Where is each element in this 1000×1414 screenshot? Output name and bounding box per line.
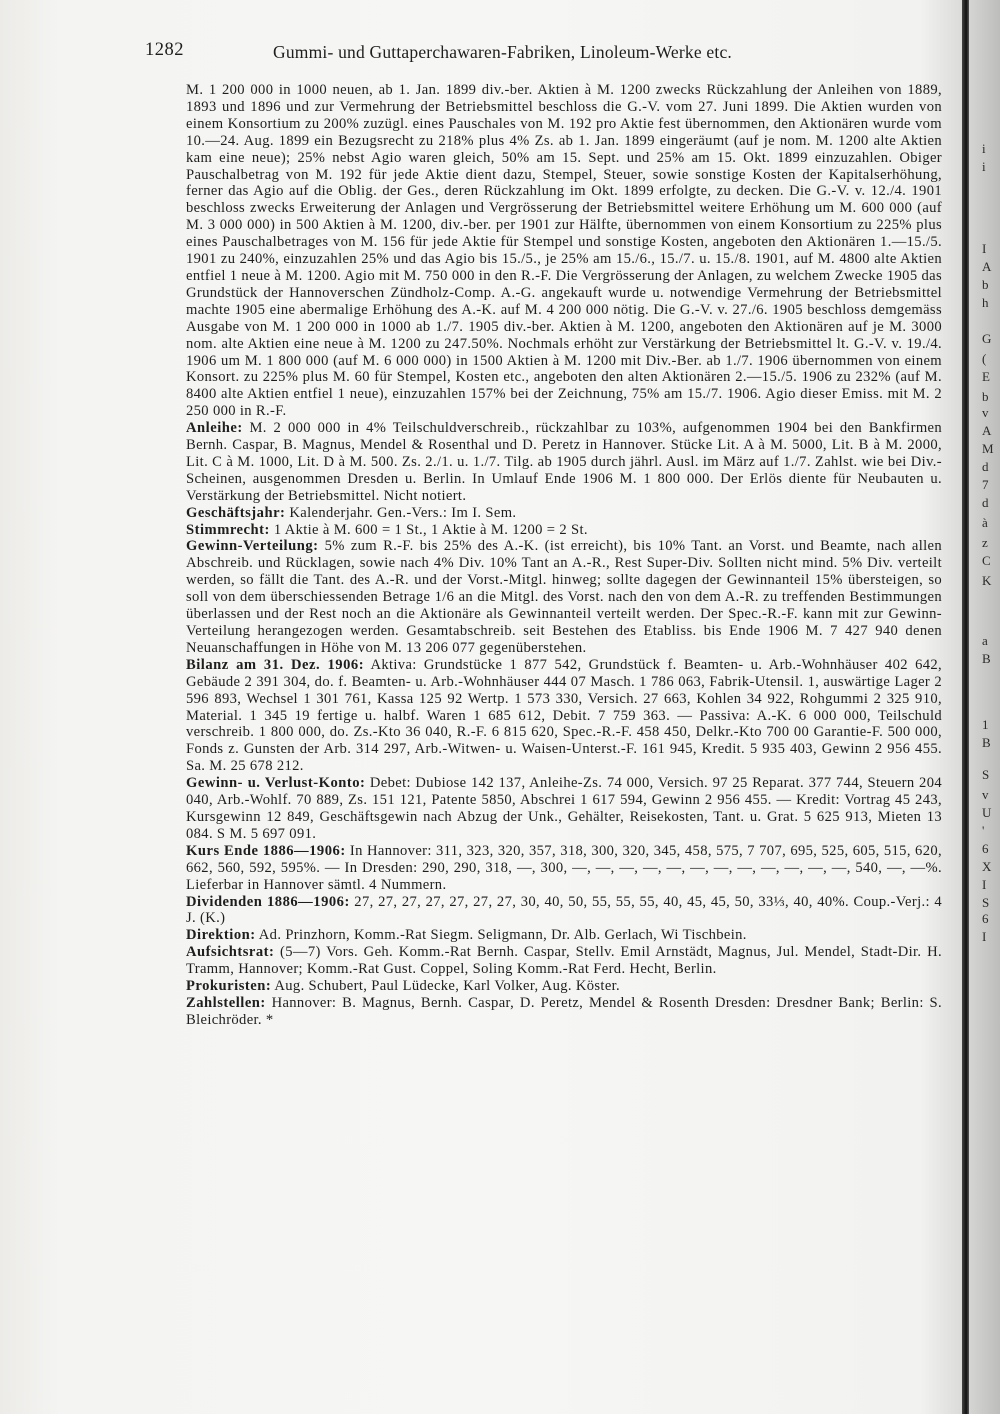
edge-fragment: v: [982, 405, 989, 420]
edge-fragment: I: [982, 929, 987, 944]
paragraph-anleihe: [186, 420, 942, 505]
paragraph-geschaeftsjahr: [186, 505, 942, 522]
edge-fragment: B: [982, 735, 991, 750]
edge-fragment: K: [982, 573, 992, 588]
edge-fragment: à: [982, 515, 988, 530]
paragraph-dividenden: [186, 894, 942, 928]
paragraph-label: Prokuristen:: [186, 978, 272, 995]
paragraph-text: In Hannover: 311, 323, 320, 357, 318, 300, 320, 345, 458, 575, 7 707, 695, 525, 605, 515, 620, 662, 560, 592, 595%. — In Dresden: 290, 290, 318, —, 300, —, —, —, —, —, —, —, —, —, —, —, —, 540, —, —%. Lieferbar in Hannover sämtl. 4 Nummern.: [186, 842, 942, 893]
paragraph-label: Bilanz am 31. Dez. 1906:: [186, 656, 365, 673]
paragraph-stimmrecht: [186, 522, 942, 539]
edge-fragment: ': [982, 823, 985, 838]
paragraph-text: Aktiva: Grundstücke 1 877 542, Grundstück f. Beamten- u. Arb.-Wohnhäuser 402 642, Gebäude 2 391 304, do. f. Beamten- u. Arb.-Wohnhäuser 444 07 Masch. 1 786 063, Fabrik-Utensil. 1, auswärtige Lager 2 596 893, Wechsel 1 301 761, Kassa 125 92 Wertp. 1 573 330, Versich. 27 663, Kohlen 34 922, Rohgummi 2 325 910, Material. 1 345 19 fertige u. halbf. Waren 1 685 612, Debit. 7 759 363. — Passiva: A.-K. 6 000 000, Teilschuld verschreib. 1 800 000, do. Zs.-Kto 36 040, R.-F. 6 815 620, Spec.-R.-F. 458 450, Delkr.-Kto 700 00 Garantie-F. 500 000, Fonds z. Gunsten der Arb. 314 297, Arb.-Witwen- u. Waisen-Unterst.-F. 161 945, Kredit. 5 935 403, Gewinn 2 956 455. Sa. M. 25 678 212.: [186, 656, 943, 775]
edge-fragment: i: [982, 141, 986, 156]
paragraph-prokuristen: [186, 978, 942, 995]
edge-fragment: A: [982, 259, 992, 274]
edge-fragment: a: [982, 633, 988, 648]
paragraph-bilanz: [186, 657, 942, 775]
page-number: 1282: [145, 40, 184, 60]
paragraph-text: Hannover: B. Magnus, Bernh. Caspar, D. Peretz, Mendel & Rosenth Dresden: Dresdner Bank; Berlin: S. Bleichröder. *: [186, 994, 942, 1028]
adjacent-page-edge: [976, 0, 1000, 1414]
edge-fragment: h: [982, 295, 989, 310]
edge-fragment: b: [982, 277, 989, 292]
edge-fragment: U: [982, 805, 992, 820]
edge-fragment: I: [982, 241, 987, 256]
paragraph-label: Gewinn-Verteilung:: [186, 538, 319, 555]
paragraph-label: Geschäftsjahr:: [186, 504, 286, 521]
edge-fragment: (: [982, 351, 987, 366]
paragraph-text: Aug. Schubert, Paul Lüdecke, Karl Volker, Aug. Köster.: [271, 978, 621, 995]
edge-fragment: G: [982, 331, 992, 346]
paragraph-text: M. 2 000 000 in 4% Teilschuldverschreib., rückzahlbar zu 103%, aufgenommen 1904 bei den Bankfirmen Bernh. Caspar, B. Magnus, Mendel & Rosenthal und D. Peretz in Hannover. Stücke Lit. A à M. 5000, Lit. B à M. 2000, Lit. C à M. 1000, Lit. D à M. 500. Zs. 2./1. u. 1./7. Tilg. ab 1905 durch jährl. Ausl. im März auf 1./7. Zahlst. wie bei Div.-Scheinen, ausgenommen Dresden u. Berlin. In Umlauf Ende 1906 M. 1 800 000. Der Erlös diente für Neubauten u. Verstärkung der Betriebsmittel. Nicht notiert.: [186, 420, 942, 504]
binding-gutter: [962, 0, 969, 1414]
edge-fragment: 6: [982, 841, 989, 856]
edge-fragment: S: [982, 767, 990, 782]
paragraph-gewinn-verteilung: [186, 538, 942, 656]
paragraph-text: 5% zum R.-F. bis 25% des A.-K. (ist erreicht), bis 10% Tant. an Vorst. und Beamte, nach allen Abschreib. und Rücklagen, sowie nach 4% Div. 10% Tant an A.-R., Rest Super-Div. Sollten nicht mind. 5% Div. verteilt werden, so fällt die Tant. des A.-R. und der Vorst.-Mitgl. hinweg; sollte dagegen der Gewinnanteil 15% übersteigen, so soll von dem überschiessenden Betrage 1/6 an die Mitgl. des Vorst. nach den von dem A.-R. zu treffenden Bestimmungen überlassen und der Rest noch an die Aktionäre als Gewinnanteil verteilt werden. Der Spec.-R.-F. kann mit zur Gewinn-Verteilung herangezogen werden. Gesamtabschreib. seit Bestehen des Etabliss. bis Ende 1906 M. 7 427 940 denen Neuanschaffungen in Höhe von M. 13 206 077 gegenüberstehen.: [186, 538, 942, 656]
edge-fragment: E: [982, 369, 990, 384]
page-header: [145, 40, 945, 68]
paragraph-capital-history: [186, 82, 942, 420]
paragraph-text: (5—7) Vors. Geh. Komm.-Rat Bernh. Caspar, Stellv. Emil Arnstädt, Magnus, Jul. Mendel, Stadt-Dir. H. Tramm, Hannover; Komm.-Rat Gust. Coppel, Soling Komm.-Rat Ferd. Hecht, Berlin.: [186, 944, 942, 978]
edge-fragment: d: [982, 459, 989, 474]
edge-fragment: C: [982, 553, 991, 568]
edge-fragment: X: [982, 859, 992, 874]
paragraph-label: Dividenden 1886—1906:: [186, 893, 350, 910]
paragraph-label: Aufsichtsrat:: [186, 944, 275, 961]
edge-fragment: i: [982, 159, 986, 174]
paragraph-label: Direktion:: [186, 927, 256, 944]
paragraph-text: Kalenderjahr. Gen.-Vers.: Im I. Sem.: [285, 504, 517, 521]
paragraph-text: M. 1 200 000 in 1000 neuen, ab 1. Jan. 1899 div.-ber. Aktien à M. 1200 zwecks Rückzahlung der Anleihen von 1889, 1893 und 1896 und zur Vermehrung der Betriebsmittel beschloss die G.-V. vom 27. Juni 1899. Die Aktien wurden von einem Konsortium zu 200% zuzügl. eines Pauschales von M. 192 pro Aktie fest übernommen, den Aktionären wurde vom 10.—24. Aug. 1899 ein Bezugsrecht zu 218% plus 4% Zs. ab 1. Jan. 1899 eingeräumt (auf je nom. M. 1200 alte Aktien kam eine neue); 25% nebst Agio waren gleich, 50% am 15. Sept. und 25% am 15. Okt. 1899 einzuzahlen. Obiger Pauschalbetrag von M. 192 für jede Aktie dient dazu, Stempel, Steuer, sowie sonstige Kosten der Kapitalserhöhung, ferner das Agio auf die Oblig. der Ges., deren Rückzahlung im Okt. 1899 erfolgte, zu decken. Die G.-V. v. 12./4. 1901 beschloss zwecks Erweiterung der Anlagen und Vergrösserung der Betriebsmittel weitere Erhöhung um M. 600 000 (auf M. 3 000 000) in 500 Aktien à M. 1200, div.-ber. per 1901 zur Hälfte, übernommen von einem Konsortium zu 225% plus eines Pauschalbetrages von M. 156 für jede Aktie für Stempel und sonstige Kosten, angeboten den Aktionären 1.—15./5. 1901 zu 240%, einzuzahlen 25% und das Agio bis 15./5., je 25% am 15./6., 15./7. u. 15./8. 1901, auf M. 4800 alte Aktien entfiel 1 neue à M. 1200. Agio mit M. 750 000 in den R.-F. Die Vergrösserung der Anlagen, zu welchem Zwecke 1905 das Grundstück der Hannoverschen Zündholz-Comp. A.-G. angekauft wurde u. notwendige Vermehrung der Betriebsmittel machte 1905 eine abermalige Erhöhung des A.-K. auf M. 4 200 000 nötig. Die G.-V. v. 27./6. 1905 beschloss demgemäss Ausgabe von M. 1 200 000 in 1000 ab 1./7. 1905 div.-ber. Aktien à M. 1200, angeboten den Aktionären auf je M. 3000 nom. alte Aktien eine neue à M. 1200 zu 247.50%. Nochmals erhöht zur Verstärkung der Betriebsmittel lt. G.-V. v. 19./4. 1906 um M. 1 800 000 (auf M. 6 000 000) in 1500 Aktien à M. 1200 mit Div.-Ber. ab 1./7. 1906 übernommen von einem Konsort. zu 225% plus M. 60 für Stempel, Kosten etc., angeboten den alten Aktionären 2.—15./5. 1906 zu 232% (auf M. 8400 alte Aktien entfiel 1 neue), einzuzahlen 157% bei der Zeichnung, 75% am 15./7. 1906. Agio dieser Emiss. mit M. 2 250 000 in R.-F.: [186, 82, 942, 420]
paragraph-text: 27, 27, 27, 27, 27, 27, 27, 30, 40, 50, 55, 55, 55, 40, 45, 45, 50, 33⅓, 40, 40%. Coup.-Verj.: 4 J. (K.): [186, 893, 943, 927]
paragraph-direktion: [186, 927, 942, 944]
paragraph-label: Gewinn- u. Verlust-Konto:: [186, 775, 366, 792]
edge-fragment: z: [982, 535, 988, 550]
main-text: [186, 82, 942, 1029]
edge-fragment: 7: [982, 477, 989, 492]
paragraph-text: Debet: Dubiose 142 137, Anleihe-Zs. 74 000, Versich. 97 25 Reparat. 377 744, Steuern 204 040, Arb.-Wohlf. 70 889, Zs. 151 121, Patente 5850, Abschrei 1 617 594, Gewinn 2 956 455. — Kredit: Vortrag 45 243, Kursgewinn 12 849, Geschäftsgewin nach Abzug der Unk., Gehälter, Reisekosten, Tant. u. Grat. 5 625 913, Mieten 13 084. S M. 5 697 091.: [186, 775, 942, 842]
paragraph-text: Ad. Prinzhorn, Komm.-Rat Siegm. Seligmann, Dr. Alb. Gerlach, Wi Tischbein.: [255, 927, 747, 944]
running-title: Gummi- und Guttaperchawaren-Fabriken, Linoleum-Werke etc.: [273, 42, 732, 62]
edge-fragment: 1: [982, 717, 989, 732]
paragraph-text: 1 Aktie à M. 600 = 1 St., 1 Aktie à M. 1200 = 2 St.: [269, 521, 588, 538]
edge-fragment: M: [982, 441, 994, 456]
paragraph-zahlstellen: [186, 995, 942, 1029]
paragraph-label: Stimmrecht:: [186, 521, 270, 538]
paragraph-aufsichtsrat: [186, 944, 942, 978]
edge-fragment: B: [982, 651, 991, 666]
paragraph-label: Kurs Ende 1886—1906:: [186, 842, 346, 859]
paragraph-kurs: [186, 843, 942, 894]
paragraph-label: Anleihe:: [186, 420, 243, 437]
paragraph-gewinn-verlust: [186, 775, 942, 843]
edge-fragment: d: [982, 495, 989, 510]
paragraph-label: Zahlstellen:: [186, 994, 266, 1011]
edge-fragment: S: [982, 895, 990, 910]
edge-fragment: b: [982, 389, 989, 404]
edge-fragment: 6: [982, 911, 989, 926]
edge-fragment: A: [982, 423, 992, 438]
edge-fragment: v: [982, 787, 989, 802]
edge-fragment: I: [982, 877, 987, 892]
